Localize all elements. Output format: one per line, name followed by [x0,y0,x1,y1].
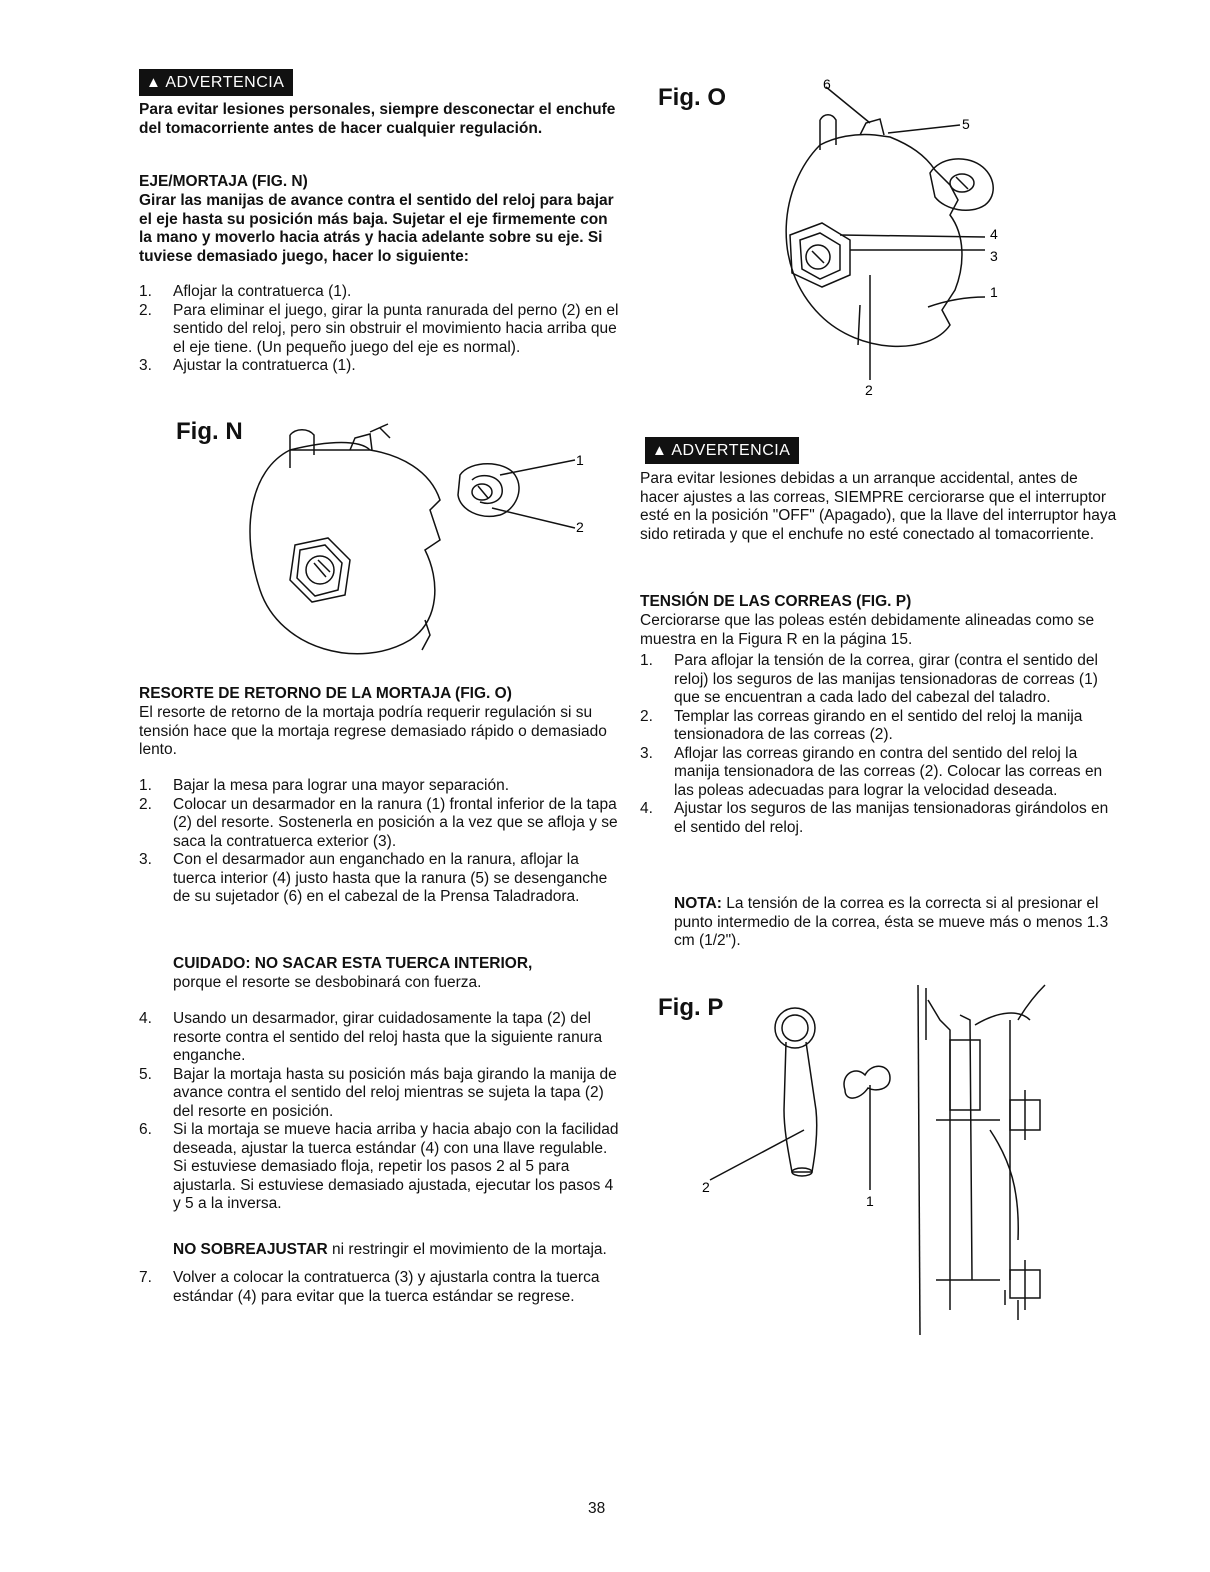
steps-list [139,1010,619,1214]
callout-3: 3 [990,248,998,264]
list-item: 2. Para eliminar el juego, girar la punta ranurada del perno (2) en el sentido del reloj, pero sin obstruir el movimiento hacia arriba que el eje tiene. (Un pequeño juego del eje es normal). [139,301,619,356]
belt-tension-note: NOTA: La tensión de la correa es la correcta si al presionar el punto intermedio de la correa, ésta se mueve más o menos 1.3 cm (1/2"). [674,895,1109,949]
list-item: 1. Aflojar la contratuerca (1). [139,283,352,300]
callout-6: 6 [823,76,831,92]
list-item: 1. Bajar la mesa para lograr una mayor separación. [139,777,510,794]
section-intro: Cerciorarse que las poleas estén debidamente alineadas como se muestra en la Figura R en la página 15. [640,612,1095,648]
steps-list [139,1269,619,1306]
section-intro: El resorte de retorno de la mortaja podría requerir regulación si su tensión hace que la mortaja regrese demasiado rápido o demasiado lento. [139,704,607,758]
callout-2: 2 [576,519,584,535]
section-heading: RESORTE DE RETORNO DE LA MORTAJA (FIG. O) [139,685,512,702]
steps-list [139,283,619,376]
steps-list [640,652,1110,837]
warning-text: Para evitar lesiones personales, siempre desconectar el enchufe del tomacorriente antes de hacer cualquier regulación. [139,101,616,137]
warning-label: ADVERTENCIA [165,74,285,91]
figure-n-illustration [230,420,590,670]
figure-o-illustration [760,75,1060,398]
list-item: 1. Para aflojar la tensión de la correa, girar (contra el sentido del reloj) los seguros de las manijas tensionadoras de correas (1) que se encuentran a cada lado del cabezal del taladro. [640,652,1098,706]
overtighten-note: NO SOBREAJUSTAR ni restringir el movimiento de la mortaja. [173,1241,607,1258]
warning-badge [645,437,799,464]
list-item: 3. Aflojar las correas girando en contra del sentido del reloj la manija tensionadora de las correas (2). Colocar las correas en las poleas adecuadas para lograr la velocidad deseada. [640,744,1103,799]
figure-p-illustration [700,980,1120,1340]
list-item: 4. Ajustar los seguros de las manijas tensionadoras girándolos en el sentido del reloj. [640,800,1109,836]
callout-5: 5 [962,116,970,132]
list-item: 5. Bajar la mortaja hasta su posición más baja girando la manija de avance contra el sentido del reloj mientras se sujeta la tapa (2) del resorte en posición. [139,1065,617,1120]
list-item: 2. Colocar un desarmador en la ranura (1) frontal inferior de la tapa (2) del resorte. Sostenerla en posición a la vez que se afloja y se saca la contratuerca exterior (3). [139,795,618,850]
page-number: 38 [588,1500,606,1517]
list-item: 7. Volver a colocar la contratuerca (3) y ajustarla contra la tuerca estándar (4) para evitar que la tuerca estándar se regrese. [139,1269,600,1305]
steps-list [139,777,619,907]
list-item: 4. Usando un desarmador, girar cuidadosamente la tapa (2) del resorte contra el sentido del reloj hasta que la siguiente ranura enganche. [139,1010,603,1064]
callout-1: 1 [576,452,584,468]
figure-label: Fig. O [658,84,726,111]
callout-1: 1 [866,1193,874,1209]
callout-2: 2 [702,1179,710,1195]
section-heading: EJE/MORTAJA (FIG. N) [139,173,308,190]
caution-note: CUIDADO: NO SACAR ESTA TUERCA INTERIOR, porque el resorte se desbobinará con fuerza. [173,955,533,991]
callout-4: 4 [990,226,998,242]
list-item: 6. Si la mortaja se mueve hacia arriba y hacia abajo con la facilidad deseada, ajustar la tuerca estándar (4) con una llave regulable. Si estuviese demasiado floja, repetir los pasos 2 al 5 para ajustarla. Si estuviese demasiado ajustada, ejecutar los pasos 4 y 5 a la inversa. [139,1121,619,1212]
figure-label: Fig. N [176,418,243,445]
callout-2: 2 [865,382,873,398]
section-intro: Girar las manijas de avance contra el sentido del reloj para bajar el eje hasta su posición más baja. Sujetar el eje firmemente con la mano y moverlo hacia atrás y hacia adelante sobre su eje. Si tuviese demasiado juego, hacer lo siguiente: [139,192,614,265]
callout-1: 1 [990,284,998,300]
list-item: 2. Templar las correas girando en el sentido del reloj la manija tensionadora de las correas (2). [640,707,1083,743]
list-item: 3. Ajustar la contratuerca (1). [139,357,356,374]
warning-text: Para evitar lesiones debidas a un arranque accidental, antes de hacer ajustes a las correas, SIEMPRE cerciorarse que el interruptor esté en la posición "OFF" (Apagado), que la llave del interruptor haya sido retirada y que el enchufe no esté conectado al tomacorriente. [640,470,1117,543]
warning-badge [139,69,293,96]
section-heading: TENSIÓN DE LAS CORREAS (FIG. P) [640,593,912,610]
figure-label: Fig. P [658,994,724,1021]
warning-label: ADVERTENCIA [671,442,791,459]
warning-triangle-icon: ▲ [146,74,162,91]
warning-triangle-icon: ▲ [652,442,668,459]
list-item: 3. Con el desarmador aun enganchado en la ranura, aflojar la tuerca interior (4) justo hasta que la ranura (5) se desenganche de su sujetador (6) en el cabezal de la Prensa Taladradora. [139,851,608,905]
